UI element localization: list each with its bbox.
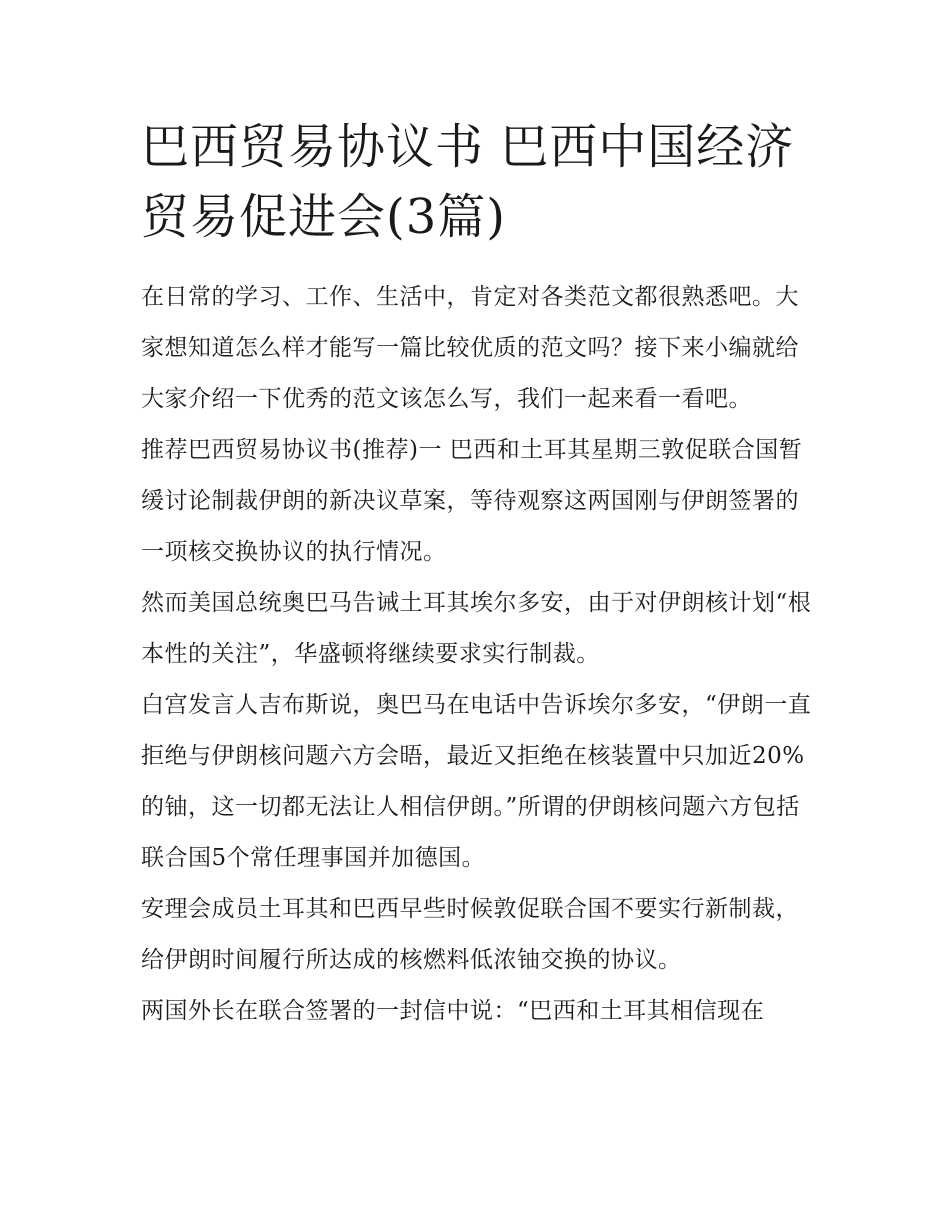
document-body (141, 272, 821, 1037)
document-page (141, 112, 821, 1037)
paragraph-security-council: 安理会成员土耳其和巴西早些时候敦促联合国不要实行新制裁，给伊朗时间履行所达成的核燃料低浓铀交换的协议。 (141, 896, 799, 973)
paragraph-white-house: 白宫发言人吉布斯说，奥巴马在电话中告诉埃尔多安，“伊朗一直拒绝与伊朗核问题六方会晤，最近又拒绝在核装置中只加近20%的铀，这一切都无法让人相信伊朗。”所谓的伊朗核问题六方包括联合国5个常任理事国并加德国。 (141, 692, 812, 871)
paragraph-foreign-ministers: 两国外长在联合签署的一封信中说：“巴西和土耳其相信现在 (141, 998, 765, 1024)
paragraph-recommend: 推荐巴西贸易协议书(推荐)一 巴西和土耳其星期三敦促联合国暂缓讨论制裁伊朗的新决议草案，等待观察这两国刚与伊朗签署的一项核交换协议的执行情况。 (141, 437, 803, 565)
document-title: 巴西贸易协议书 巴西中国经济贸易促进会(3篇) (141, 119, 795, 245)
paragraph-intro: 在日常的学习、工作、生活中，肯定对各类范文都很熟悉吧。大家想知道怎么样才能写一篇比较优质的范文吗？接下来小编就给大家介绍一下优秀的范文该怎么写，我们一起来看一看吧。 (141, 284, 799, 412)
paragraph-obama-warning: 然而美国总统奥巴马告诫土耳其埃尔多安，由于对伊朗核计划“根本性的关注”，华盛顿将继续要求实行制裁。 (141, 590, 812, 667)
